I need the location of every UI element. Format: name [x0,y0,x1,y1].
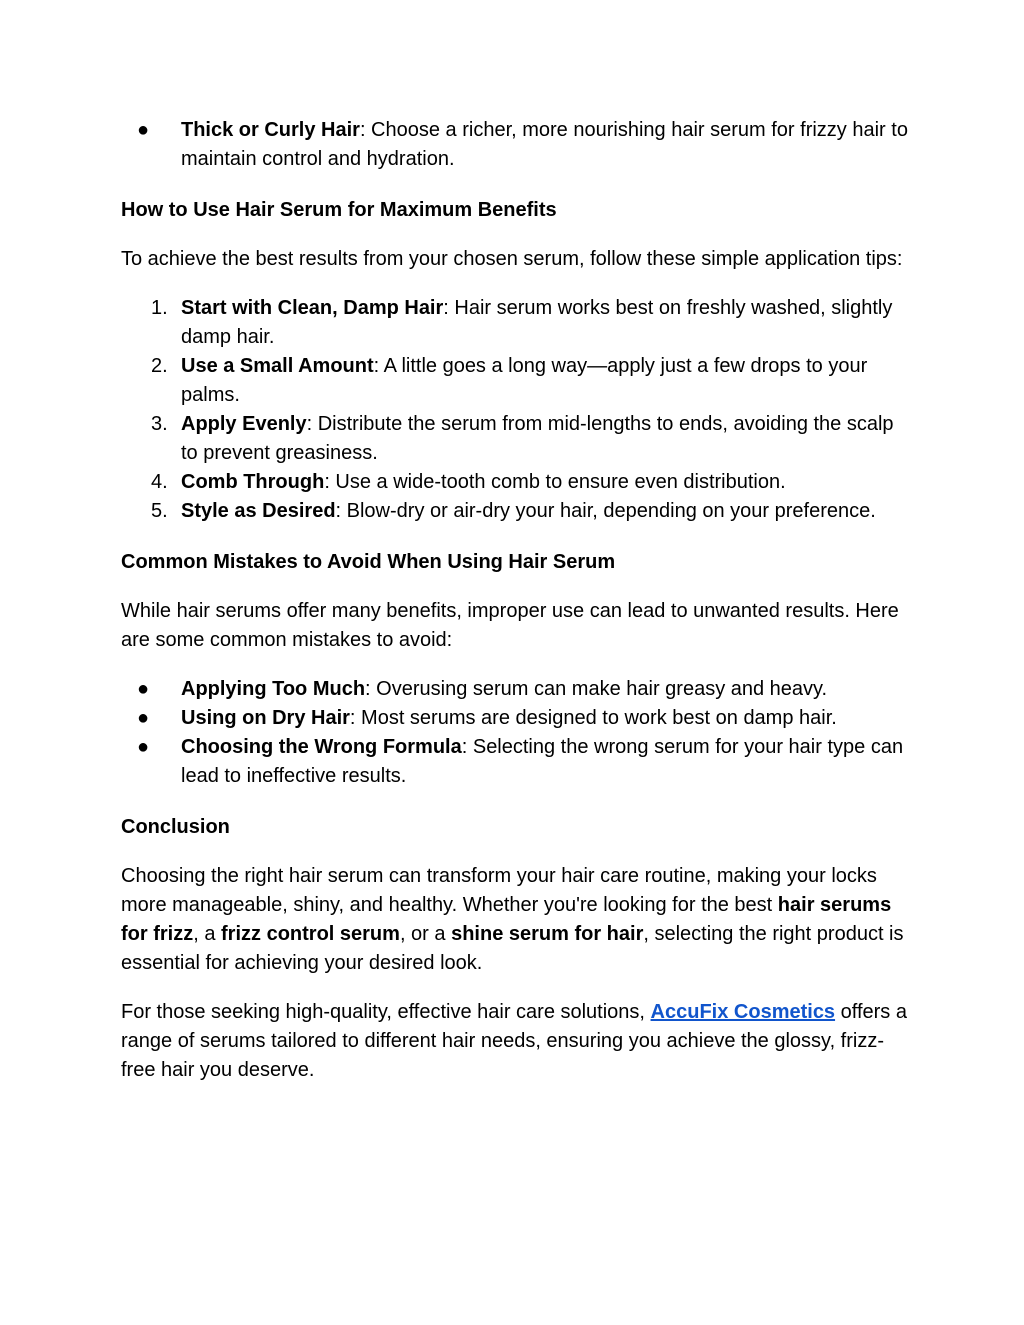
list-item-term: Start with Clean, Damp Hair [181,297,444,319]
bullet-icon: ● [137,736,150,758]
bullet-icon: ● [137,119,150,141]
mistakes-bullet-list [121,675,911,791]
list-item-term: Use a Small Amount [181,355,374,377]
text-run: , a [193,923,222,945]
list-item [121,704,911,733]
list-item-text: : Blow-dry or air-dry your hair, depending on your preference. [335,500,876,522]
list-item [121,675,911,704]
step-number: 4. [151,471,168,493]
intro-bullet-list [121,116,911,174]
list-item-text: : Choose a richer, more nourishing hair serum for frizzy hair to maintain control and hydration. [181,119,908,170]
list-item-term: Using on Dry Hair [181,707,350,729]
document-page [121,116,911,1085]
list-item [121,294,911,352]
list-item [121,116,911,174]
list-item-text: : Distribute the serum from mid-lengths to ends, avoiding the scalp to prevent greasiness. [181,413,894,464]
list-item-term: Choosing the Wrong Formula [181,736,462,758]
list-item-term: Thick or Curly Hair [181,119,360,141]
list-item-text: : Selecting the wrong serum for your hair type can lead to ineffective results. [181,736,904,787]
bullet-icon: ● [137,678,150,700]
list-item-term: Applying Too Much [181,678,366,700]
text-run: Choosing the right hair serum can transform your hair care routine, making your locks more manageable, shiny, and healthy. Whether you're looking for the best [121,865,877,916]
text-run: , or a [399,923,452,945]
keyword-shine-serum-for-hair: shine serum for hair [451,923,644,945]
list-item [121,468,911,497]
text-run: offers a range of serums tailored to different hair needs, ensuring you achieve the glossy, frizz-free hair you deserve. [121,1001,907,1081]
list-item [121,410,911,468]
section-heading-conclusion: Conclusion [121,816,230,838]
step-number: 2. [151,355,168,377]
list-item-term: Apply Evenly [181,413,307,435]
step-number: 5. [151,500,168,522]
section-paragraph: To achieve the best results from your chosen serum, follow these simple application tips: [121,248,903,270]
steps-list [121,294,911,526]
list-item-term: Comb Through [181,471,325,493]
list-item-text: : Use a wide-tooth comb to ensure even distribution. [324,471,786,493]
list-item-text: : Most serums are designed to work best on damp hair. [349,707,837,729]
list-item [121,352,911,410]
list-item-term: Style as Desired [181,500,336,522]
section-heading-common-mistakes: Common Mistakes to Avoid When Using Hair Serum [121,551,616,573]
list-item [121,733,911,791]
list-item-text: : Hair serum works best on freshly washed, slightly damp hair. [181,297,893,348]
list-item-text: : Overusing serum can make hair greasy and heavy. [365,678,828,700]
list-item [121,497,911,526]
step-number: 1. [151,297,168,319]
section-heading-how-to-use: How to Use Hair Serum for Maximum Benefits [121,199,557,221]
keyword-frizz-control-serum: frizz control serum [221,923,400,945]
bullet-icon: ● [137,707,150,729]
text-run: For those seeking high-quality, effective hair care solutions, [121,1001,651,1023]
list-item-text: : A little goes a long way—apply just a few drops to your palms. [181,355,868,406]
keyword-hair-serums-for-frizz: hair serums for frizz [121,894,892,945]
accufix-cosmetics-link[interactable]: AccuFix Cosmetics [650,1001,836,1023]
conclusion-paragraph-2 [121,998,911,1085]
step-number: 3. [151,413,168,435]
text-run: , selecting the right product is essential for achieving your desired look. [121,923,904,974]
conclusion-paragraph-1 [121,862,911,978]
section-paragraph: While hair serums offer many benefits, improper use can lead to unwanted results. Here are some common mistakes to avoid: [121,600,899,651]
